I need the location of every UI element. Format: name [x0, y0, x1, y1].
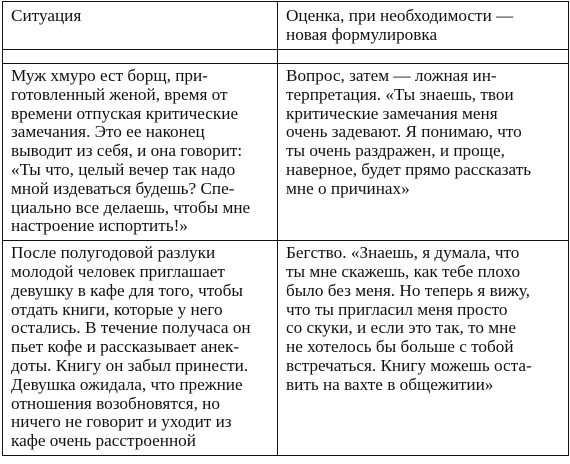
situation-line: Девушка ожидала, что прежние: [11, 374, 243, 394]
table-header-row: [3, 2, 569, 50]
header-evaluation-line: Оценка, при необходимости —: [286, 6, 514, 25]
situation-line: остались. В течение получаса он: [11, 318, 251, 338]
evaluation-line: очень задевают. Я понимаю, что: [286, 122, 522, 142]
evaluation-line: встречаться. Книгу можешь оста-: [286, 355, 532, 375]
situation-line: «Ты что, целый вечер так надо: [11, 159, 236, 179]
evaluation-line: что ты пригласил меня просто: [286, 299, 508, 319]
evaluation-line: мне о причинах»: [286, 178, 410, 198]
situation-line: отдать книги, которые у него: [11, 299, 223, 319]
evaluation-line: Бегство. «Знаешь, я думала, что: [286, 243, 520, 263]
situation-line: готовленный женой, время от: [11, 84, 228, 104]
header-evaluation-line: новая формулировка: [286, 24, 438, 44]
evaluation-line: не хотелось бы больше с тобой: [286, 337, 514, 357]
evaluation-line: ты очень раздражен, и проще,: [286, 141, 505, 161]
situation-line: мной издеваться будешь? Спе-: [11, 178, 235, 198]
table-row: [3, 64, 569, 241]
situation-line: Муж хмуро ест борщ, при-: [11, 66, 208, 85]
situation-line: замечания. Это ее наконец: [11, 122, 205, 142]
situation-cell: [3, 241, 278, 456]
evaluation-line: ты мне скажешь, как тебе плохо: [286, 261, 521, 281]
situation-line: ничего не говорит и уходит из: [11, 412, 232, 432]
evaluation-line: вить на вахте в общежитии»: [286, 374, 494, 394]
evaluation-line: со скуки, и если это так, то мне: [286, 318, 516, 338]
evaluation-line: было без меня. Но теперь я вижу,: [286, 280, 530, 300]
header-situation-text: Ситуация: [11, 6, 82, 25]
evaluation-cell: [278, 64, 569, 241]
situation-evaluation-table: [2, 1, 569, 456]
situation-line: времени отпуская критические: [11, 103, 239, 123]
situation-line: девушку в кафе для того, чтобы: [11, 280, 243, 300]
situation-line: пьет кофе и рассказывает анек-: [11, 337, 240, 357]
gap-cell: [3, 50, 278, 64]
table-row: [3, 241, 569, 456]
evaluation-line: наверное, будет прямо рассказать: [286, 159, 532, 179]
situation-line: выводит из себя, и она говорит:: [11, 141, 243, 161]
situation-line: кафе очень расстроенной: [11, 431, 196, 451]
situation-line: отношения возобновятся, но: [11, 393, 220, 413]
situation-cell: [3, 64, 278, 241]
evaluation-cell: [278, 241, 569, 456]
gap-cell: [278, 50, 569, 64]
situation-line: настроение испортить!»: [11, 216, 188, 236]
situation-line: После полугодовой разлуки: [11, 243, 216, 263]
evaluation-line: критические замечания меня: [286, 103, 498, 123]
situation-line: доты. Книгу он забыл принести.: [11, 355, 249, 375]
header-evaluation: [278, 2, 569, 50]
header-gap: [3, 50, 569, 64]
evaluation-line: терпретация. «Ты знаешь, твои: [286, 84, 514, 104]
header-situation: [3, 2, 278, 50]
situation-line: циально все делаешь, чтобы мне: [11, 197, 251, 217]
evaluation-line: Вопрос, затем — ложная ин-: [286, 66, 497, 85]
situation-line: молодой человек приглашает: [11, 261, 225, 281]
